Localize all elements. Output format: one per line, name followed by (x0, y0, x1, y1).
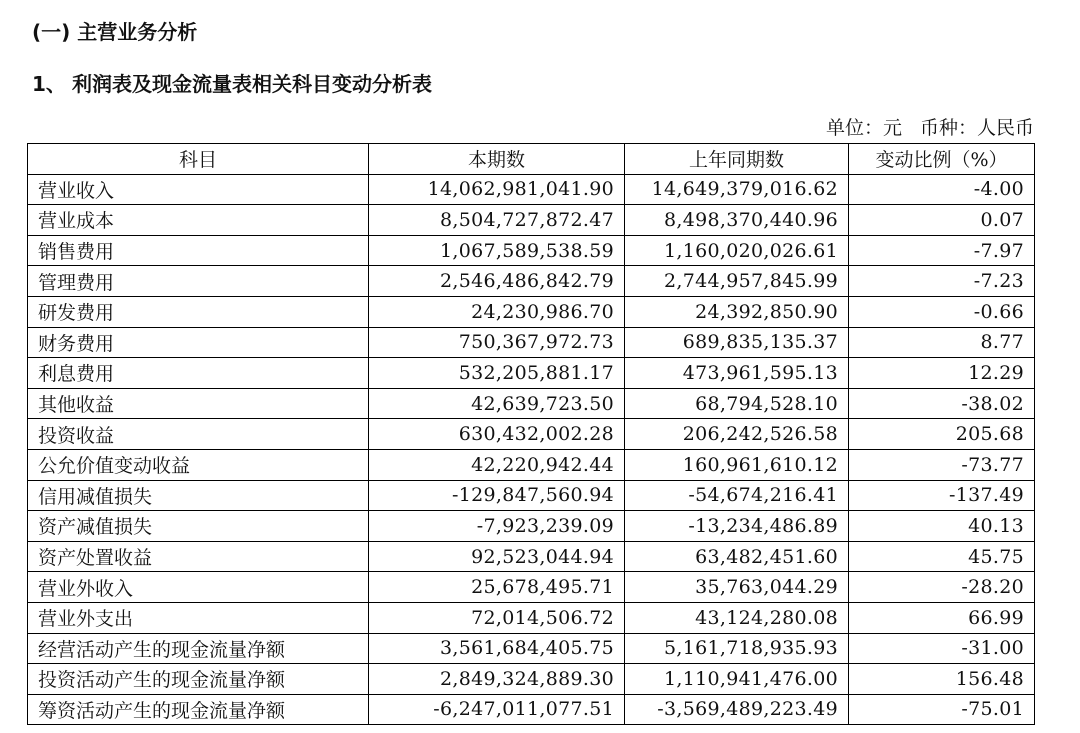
row-prior-cell: 8,498,370,440.96 (625, 205, 849, 236)
row-change-cell: 66.99 (849, 602, 1035, 633)
row-change-cell: -75.01 (849, 694, 1035, 725)
row-prior-cell: 2,744,957,845.99 (625, 266, 849, 297)
row-prior-cell: 689,835,135.37 (625, 327, 849, 358)
row-change-cell: 0.07 (849, 205, 1035, 236)
row-current-cell: 8,504,727,872.47 (369, 205, 625, 236)
table-row (28, 327, 1035, 358)
row-current-cell: 92,523,044.94 (369, 541, 625, 572)
row-change-cell: -0.66 (849, 296, 1035, 327)
row-change-cell: 12.29 (849, 358, 1035, 389)
row-change-cell: 205.68 (849, 419, 1035, 450)
row-prior-cell: 5,161,718,935.93 (625, 633, 849, 664)
row-current-cell: -129,847,560.94 (369, 480, 625, 511)
row-item-cell: 营业收入 (28, 174, 369, 205)
table-row (28, 602, 1035, 633)
row-item-cell: 财务费用 (28, 327, 369, 358)
row-current-cell: 630,432,002.28 (369, 419, 625, 450)
section-title: (一) 主营业务分析 (32, 20, 198, 44)
row-current-cell: 532,205,881.17 (369, 358, 625, 389)
table-row (28, 449, 1035, 480)
row-prior-cell: -13,234,486.89 (625, 511, 849, 542)
row-item-cell: 投资活动产生的现金流量净额 (28, 664, 369, 695)
row-item-cell: 营业成本 (28, 205, 369, 236)
row-current-cell: 3,561,684,405.75 (369, 633, 625, 664)
row-current-cell: 42,639,723.50 (369, 388, 625, 419)
row-prior-cell: -3,569,489,223.49 (625, 694, 849, 725)
table-row (28, 205, 1035, 236)
row-change-cell: -7.97 (849, 235, 1035, 266)
row-prior-cell: -54,674,216.41 (625, 480, 849, 511)
row-change-cell: -73.77 (849, 449, 1035, 480)
row-prior-cell: 24,392,850.90 (625, 296, 849, 327)
row-change-cell: -28.20 (849, 572, 1035, 603)
header-item: 科目 (28, 144, 369, 175)
row-item-cell: 筹资活动产生的现金流量净额 (28, 694, 369, 725)
row-change-cell: 40.13 (849, 511, 1035, 542)
row-current-cell: -7,923,239.09 (369, 511, 625, 542)
row-item-cell: 资产处置收益 (28, 541, 369, 572)
row-current-cell: 42,220,942.44 (369, 449, 625, 480)
header-current-period: 本期数 (369, 144, 625, 175)
row-prior-cell: 68,794,528.10 (625, 388, 849, 419)
row-prior-cell: 35,763,044.29 (625, 572, 849, 603)
row-item-cell: 其他收益 (28, 388, 369, 419)
row-prior-cell: 473,961,595.13 (625, 358, 849, 389)
row-prior-cell: 1,110,941,476.00 (625, 664, 849, 695)
unit-currency-line (826, 115, 1034, 141)
row-current-cell: 2,546,486,842.79 (369, 266, 625, 297)
row-item-cell: 公允价值变动收益 (28, 449, 369, 480)
row-item-cell: 资产减值损失 (28, 511, 369, 542)
row-current-cell: 2,849,324,889.30 (369, 664, 625, 695)
income-cashflow-change-table (27, 143, 1035, 725)
row-change-cell: 8.77 (849, 327, 1035, 358)
table-row (28, 511, 1035, 542)
row-current-cell: 25,678,495.71 (369, 572, 625, 603)
table-row (28, 174, 1035, 205)
table-row (28, 572, 1035, 603)
table-title-number: 1、 (32, 72, 66, 96)
row-prior-cell: 14,649,379,016.62 (625, 174, 849, 205)
table-row (28, 266, 1035, 297)
row-item-cell: 信用减值损失 (28, 480, 369, 511)
row-prior-cell: 63,482,451.60 (625, 541, 849, 572)
table-body (28, 174, 1035, 725)
header-prior-period: 上年同期数 (625, 144, 849, 175)
row-current-cell: 1,067,589,538.59 (369, 235, 625, 266)
row-item-cell: 管理费用 (28, 266, 369, 297)
row-change-cell: -137.49 (849, 480, 1035, 511)
row-change-cell: -7.23 (849, 266, 1035, 297)
row-item-cell: 研发费用 (28, 296, 369, 327)
table-row (28, 235, 1035, 266)
row-current-cell: 750,367,972.73 (369, 327, 625, 358)
unit-label: 单位：元 (825, 117, 902, 139)
table-row (28, 296, 1035, 327)
table-row (28, 388, 1035, 419)
row-item-cell: 利息费用 (28, 358, 369, 389)
table-row (28, 633, 1035, 664)
row-item-cell: 经营活动产生的现金流量净额 (28, 633, 369, 664)
table-header-row (28, 144, 1035, 175)
row-item-cell: 营业外收入 (28, 572, 369, 603)
row-change-cell: -4.00 (849, 174, 1035, 205)
row-item-cell: 营业外支出 (28, 602, 369, 633)
table-row (28, 419, 1035, 450)
row-current-cell: 14,062,981,041.90 (369, 174, 625, 205)
table-row (28, 358, 1035, 389)
table-row (28, 480, 1035, 511)
row-change-cell: 156.48 (849, 664, 1035, 695)
row-item-cell: 投资收益 (28, 419, 369, 450)
row-change-cell: -38.02 (849, 388, 1035, 419)
row-prior-cell: 1,160,020,026.61 (625, 235, 849, 266)
table-title (32, 70, 432, 98)
row-change-cell: 45.75 (849, 541, 1035, 572)
row-change-cell: -31.00 (849, 633, 1035, 664)
table-row (28, 664, 1035, 695)
row-current-cell: 72,014,506.72 (369, 602, 625, 633)
row-prior-cell: 160,961,610.12 (625, 449, 849, 480)
row-current-cell: 24,230,986.70 (369, 296, 625, 327)
table-row (28, 541, 1035, 572)
currency-label: 币种：人民币 (919, 117, 1034, 139)
row-current-cell: -6,247,011,077.51 (369, 694, 625, 725)
row-item-cell: 销售费用 (28, 235, 369, 266)
table-row (28, 694, 1035, 725)
table-title-text: 利润表及现金流量表相关科目变动分析表 (72, 72, 432, 96)
header-change-ratio: 变动比例（%） (849, 144, 1035, 175)
row-prior-cell: 43,124,280.08 (625, 602, 849, 633)
row-prior-cell: 206,242,526.58 (625, 419, 849, 450)
